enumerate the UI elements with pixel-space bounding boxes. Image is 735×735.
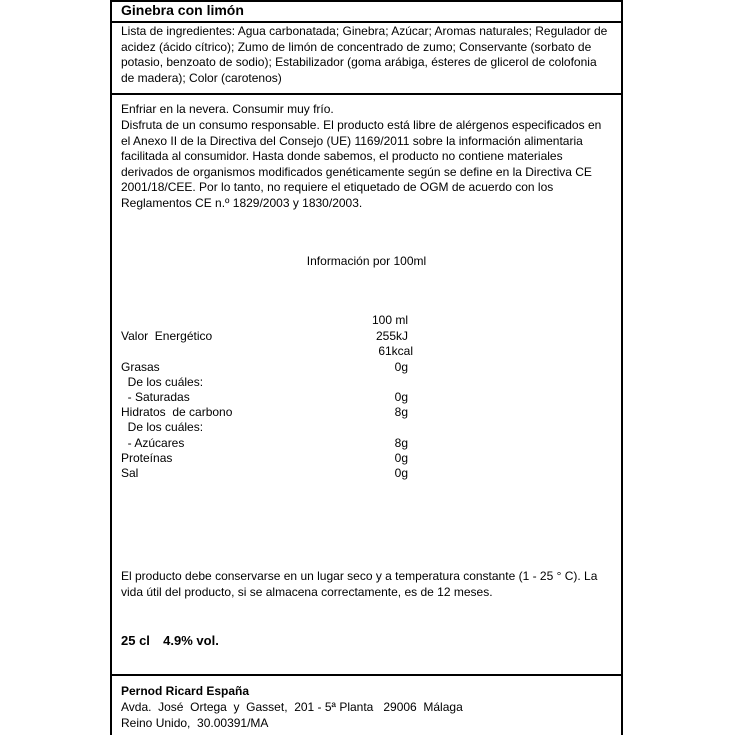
volume-line	[121, 633, 219, 648]
nutrition-row	[121, 329, 601, 344]
nutrition-row	[121, 451, 601, 466]
nutrition-column-header-row	[121, 313, 601, 328]
serving-instructions: Enfriar en la nevera. Consumir muy frío.	[121, 102, 334, 116]
nutrient-label: - Azúcares	[121, 436, 185, 450]
company-address: Avda. José Ortega y Gasset, 201 - 5ª Planta 29006 Málaga	[121, 700, 463, 714]
nutrition-row	[121, 344, 601, 359]
label-frame	[110, 0, 623, 735]
nutrient-label: Valor Energético	[121, 329, 213, 343]
nutrient-label: Grasas	[121, 360, 160, 374]
company-name: Pernod Ricard España	[121, 684, 250, 698]
nutrient-value: 0g	[394, 360, 408, 374]
nutrient-label: Sal	[121, 466, 139, 480]
storage-text: El producto debe conservarse en un lugar seco y a temperatura constante (1 - 25 ° C). La vida útil del producto, si se almacena correctamente, es de 12 meses.	[121, 569, 598, 599]
nutrient-label: - Saturadas	[121, 390, 190, 404]
company-rule	[112, 674, 621, 676]
nutrition-row	[121, 375, 601, 390]
nutrition-row	[121, 360, 601, 375]
nutrition-row	[121, 466, 601, 481]
nutrient-value: 0g	[394, 466, 408, 480]
volume-abv: 4.9% vol.	[163, 633, 219, 648]
nutrient-value: 8g	[394, 436, 408, 450]
nutrition-row	[121, 405, 601, 420]
ingredients-rule	[112, 93, 621, 95]
nutrient-label: De los cuáles:	[121, 375, 204, 389]
nutrient-label: Hidratos de carbono	[121, 405, 233, 419]
nutrition-row	[121, 420, 601, 435]
nutrition-row	[121, 390, 601, 405]
allergen-statement: Disfruta de un consumo responsable. El producto está libre de alérgenos especificados en el Anexo II de la Directiva del Consejo (UE) 1169/2011 sobre la información alimentaria facilitada al consumidor. Hasta donde sabemos, el producto no contiene materiales derivados de organismos modificados genéticamente según se define en la Directiva CE 2001/18/CEE. Por lo tanto, no requiere el etiquetado de OGM de acuerdo con los Reglamentos CE n.º 1829/2003 y 1830/2003.	[121, 118, 602, 210]
nutrient-label: De los cuáles:	[121, 420, 204, 434]
title-rule	[112, 21, 621, 23]
product-title: Ginebra con limón	[121, 2, 244, 18]
nutrient-value: 0g	[394, 451, 408, 465]
nutrient-value: 8g	[394, 405, 408, 419]
nutrition-column-header: 100 ml	[371, 313, 408, 327]
volume-size: 25 cl	[121, 633, 150, 648]
nutrient-label: Proteínas	[121, 451, 173, 465]
nutrient-value: 255kJ	[375, 329, 408, 343]
nutrient-value: 0g	[394, 390, 408, 404]
company-reference: Reino Unido, 30.00391/MA	[121, 716, 269, 730]
ingredients-text: Lista de ingredientes: Agua carbonatada; Ginebra; Azúcar; Aromas naturales; Regulador de acidez (ácido cítrico); Zumo de limón de concentrado de zumo; Conservante (sorbato de potasio, benzoato de sodio); Estabilizador (goma arábiga, ésteres de glicerol de colofonia de madera); Color (carotenos)	[121, 24, 608, 85]
nutrition-heading: Información por 100ml	[306, 254, 427, 268]
nutrient-value: 61kcal	[378, 344, 413, 358]
nutrition-row	[121, 436, 601, 451]
